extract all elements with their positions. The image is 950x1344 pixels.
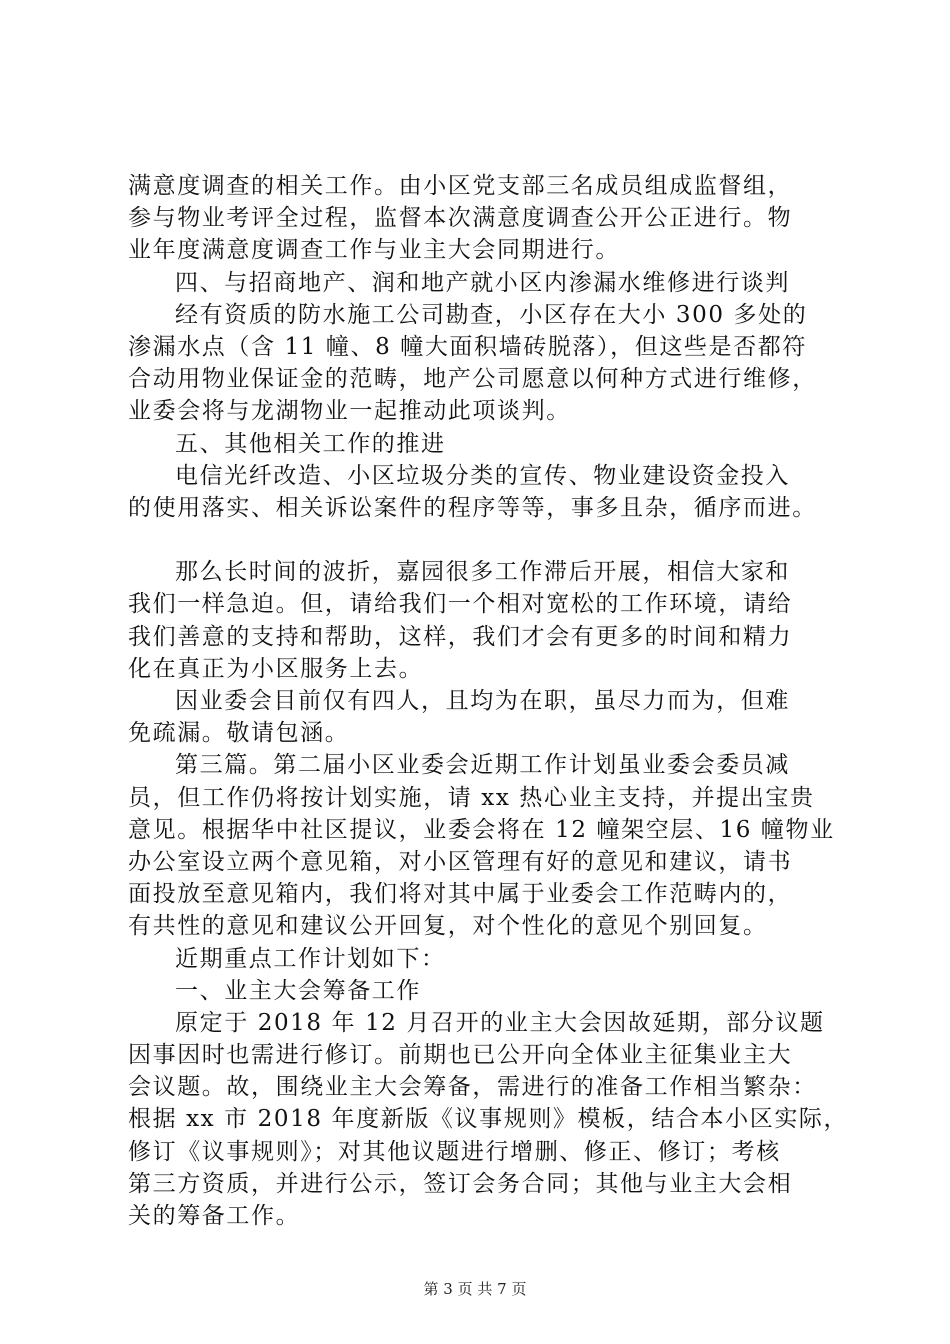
text-line: 五、其他相关工作的推进 bbox=[175, 430, 446, 457]
text-line: 第三方资质，并进行公示，签订会务合同；其他与业主大会相 bbox=[128, 1170, 793, 1197]
blank-line bbox=[128, 524, 848, 556]
page-footer bbox=[0, 1278, 950, 1299]
text-line: 我们一样急迫。但，请给我们一个相对宽松的工作环境，请给 bbox=[128, 591, 793, 618]
text-line: 原定于 2018 年 12 月召开的业主大会因故延期，部分议题 bbox=[175, 1009, 825, 1036]
text-line: 合动用物业保证金的范畴，地产公司愿意以何种方式进行维修， bbox=[128, 366, 817, 393]
text-line: 修订《议事规则》；对其他议题进行增删、修正、修订；考核 bbox=[128, 1138, 781, 1165]
text-line: 满意度调查的相关工作。由小区党支部三名成员组成监督组， bbox=[128, 173, 793, 199]
document-body bbox=[128, 170, 848, 1232]
text-line: 业委会将与龙湖物业一起推动此项谈判。 bbox=[128, 398, 571, 425]
text-line: 面投放至意见箱内，我们将对其中属于业委会工作范畴内的， bbox=[128, 881, 793, 908]
text-line: 关的筹备工作。 bbox=[128, 1203, 301, 1229]
text-line: 因业委会目前仅有四人，且均为在职，虽尽力而为，但难 bbox=[175, 688, 790, 714]
text-line: 因事因时也需进行修订。前期也已公开向全体业主征集业主大 bbox=[128, 1042, 793, 1069]
text-line: 免疏漏。敬请包涵。 bbox=[128, 720, 350, 747]
text-line: 四、与招商地产、润和地产就小区内渗漏水维修进行谈判 bbox=[175, 269, 790, 296]
text-line: 业年度满意度调查工作与业主大会同期进行。 bbox=[128, 237, 620, 264]
text-line: 我们善意的支持和帮助，这样，我们才会有更多的时间和精力 bbox=[128, 623, 793, 650]
text-line: 根据 xx 市 2018 年度新版《议事规则》模板，结合本小区实际， bbox=[128, 1106, 849, 1133]
text-line: 员，但工作仍将按计划实施，请 xx 热心业主支持，并提出宝贵 bbox=[128, 784, 815, 811]
text-line: 一、业主大会筹备工作 bbox=[175, 977, 421, 1004]
text-line: 第三篇。第二届小区业委会近期工作计划虽业委会委员减 bbox=[175, 752, 790, 779]
text-line: 电信光纤改造、小区垃圾分类的宣传、物业建设资金投入 bbox=[175, 462, 790, 489]
text-line: 会议题。故，围绕业主大会筹备，需进行的准备工作相当繁杂： bbox=[128, 1074, 817, 1101]
text-line: 参与物业考评全过程，监督本次满意度调查公开公正进行。物 bbox=[128, 205, 793, 232]
text-line: 的使用落实、相关诉讼案件的程序等等，事多且杂，循序而进。 bbox=[128, 494, 817, 521]
text-line: 那么长时间的波折，嘉园很多工作滞后开展，相信大家和 bbox=[175, 559, 790, 586]
text-line: 经有资质的防水施工公司勘查，小区存在大小 300 多处的 bbox=[175, 301, 808, 328]
text-line: 意见。根据华中社区提议，业委会将在 12 幢架空层、16 幢物业 bbox=[128, 816, 835, 843]
text-line: 近期重点工作计划如下： bbox=[175, 945, 446, 972]
page-number-label: 第 3 页 共 7 页 bbox=[423, 1280, 527, 1298]
text-line: 化在真正为小区服务上去。 bbox=[128, 655, 424, 682]
text-line: 渗漏水点（含 11 幢、8 幢大面积墙砖脱落），但这些是否都符 bbox=[128, 333, 807, 360]
text-line: 办公室设立两个意见箱，对小区管理有好的意见和建议，请书 bbox=[128, 848, 793, 875]
text-line: 有共性的意见和建议公开回复，对个性化的意见个别回复。 bbox=[128, 913, 768, 940]
